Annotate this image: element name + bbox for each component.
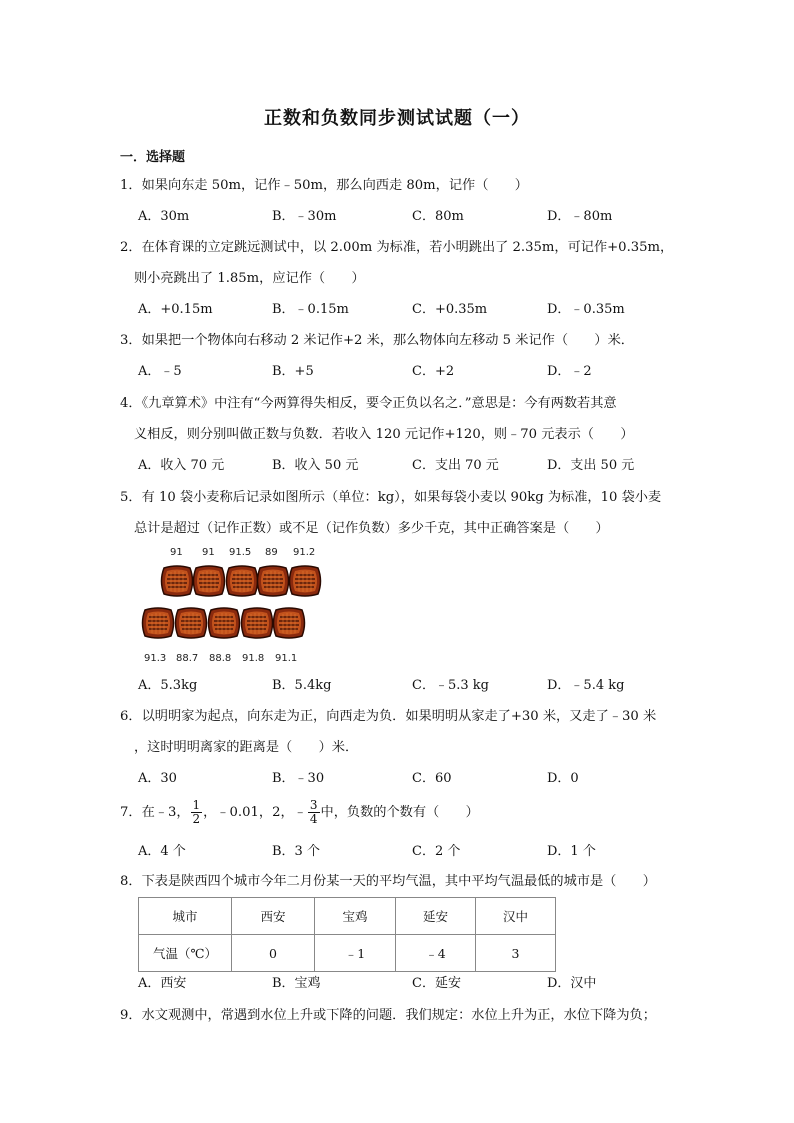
question-7-text [120,796,479,830]
question-2-text-line1: 2．在体育课的立定跳远测试中，以 2.00m 为标准，若小明跳出了 2.35m，可记作+0.35m， [120,240,674,255]
question-7-middle: ，﹣0.01，2，﹣ [203,805,307,820]
option-b[interactable]: B．﹣30 [272,771,325,786]
option-d[interactable]: D．﹣5.4 kg [547,678,625,693]
fraction-three-quarters: $\frac{3}{4}$ [309,798,318,826]
option-c[interactable]: C．支出 70 元 [412,458,499,473]
option-d[interactable]: D．0 [547,771,579,786]
option-a[interactable]: A．西安 [138,976,187,991]
table-cell: 气温（℃） [139,935,232,972]
option-a[interactable]: A．+0.15m [138,302,213,317]
question-4-text-line2: 义相反，则分别叫做正数与负数．若收入 120 元记作+120，则﹣70 元表示（ ） [134,427,634,442]
option-c[interactable]: C．60 [412,771,452,786]
question-8-text: 8．下表是陕西四个城市今年二月份某一天的平均气温，其中平均气温最低的城市是（ ） [120,874,656,889]
option-b[interactable]: B．﹣0.15m [272,302,349,317]
option-a[interactable]: A．30m [138,209,190,224]
temperature-table [138,897,556,972]
wheat-bags-figure [138,543,338,673]
option-c[interactable]: C．+2 [412,364,455,379]
option-b[interactable]: B．+5 [272,364,314,379]
option-b[interactable]: B．﹣30m [272,209,337,224]
option-d[interactable]: D．汉中 [547,976,597,991]
bag-weight: 91.2 [293,547,316,558]
bag-weight: 91.3 [144,653,167,664]
question-7-suffix: 中，负数的个数有（ ） [320,805,479,820]
bag-weight: 89 [265,547,278,558]
question-1-text: 1．如果向东走 50m，记作﹣50m，那么向西走 80m，记作（ ） [120,178,528,193]
option-a[interactable]: A．30 [138,771,177,786]
option-a[interactable]: A．4 个 [138,844,186,859]
option-a[interactable]: A．﹣5 [138,364,182,379]
table-cell: 西安 [232,898,315,935]
bag-weight: 88.7 [176,653,199,664]
option-b[interactable]: B．5.4kg [272,678,332,693]
wheat-bags-illustration [138,543,338,673]
option-b[interactable]: B．宝鸡 [272,976,321,991]
question-6-text-line2: ，这时明明离家的距离是（ ）米． [134,740,359,755]
section-heading: 一．选择题 [120,150,186,165]
question-2-text-line2: 则小亮跳出了 1.85m，应记作（ ） [134,271,365,286]
option-a[interactable]: A．收入 70 元 [138,458,225,473]
option-d[interactable]: D．﹣80m [547,209,613,224]
bag-weight: 91.1 [275,653,298,664]
question-6-text-line1: 6．以明明家为起点，向东走为正，向西走为负．如果明明从家走了+30 米，又走了﹣30 米 [120,709,657,724]
option-c[interactable]: C．+0.35m [412,302,488,317]
bag-weight: 91.5 [229,547,252,558]
question-9-text: 9．水文观测中，常遇到水位上升或下降的问题．我们规定：水位上升为正，水位下降为负； [120,1008,656,1023]
option-c[interactable]: C．80m [412,209,464,224]
table-cell: ﹣1 [315,935,396,972]
option-d[interactable]: D．支出 50 元 [547,458,635,473]
table-cell: 宝鸡 [315,898,396,935]
option-c[interactable]: C．2 个 [412,844,461,859]
table-row [139,898,556,935]
table-cell: 城市 [139,898,232,935]
bag-weight: 91 [202,547,215,558]
option-d[interactable]: D．1 个 [547,844,596,859]
fraction-one-half: $\frac{1}{2}$ [192,798,201,826]
option-b[interactable]: B．3 个 [272,844,320,859]
table-row [139,935,556,972]
table-cell: 0 [232,935,315,972]
bag-weight: 91 [170,547,183,558]
table-cell: 3 [476,935,556,972]
question-4-text-line1: 4．《九章算术》中注有“今两算得失相反，要令正负以名之．”意思是：今有两数若其意 [120,396,617,411]
question-5-text-line2: 总计是超过（记作正数）或不足（记作负数）多少千克，其中正确答案是（ ） [134,521,609,536]
table-cell: ﹣4 [396,935,476,972]
question-3-text: 3．如果把一个物体向右移动 2 米记作+2 米，那么物体向左移动 5 米记作（ ）米． [120,333,634,348]
option-a[interactable]: A．5.3kg [138,678,198,693]
question-5-text-line1: 5．有 10 袋小麦称后记录如图所示（单位：kg），如果每袋小麦以 90kg 为标准，10 袋小麦 [120,490,662,505]
page-title: 正数和负数同步测试试题（一） [264,108,530,129]
option-c[interactable]: C．﹣5.3 kg [412,678,489,693]
option-b[interactable]: B．收入 50 元 [272,458,359,473]
option-c[interactable]: C．延安 [412,976,461,991]
bag-weight: 88.8 [209,653,232,664]
table-cell: 延安 [396,898,476,935]
table-cell: 汉中 [476,898,556,935]
option-d[interactable]: D．﹣2 [547,364,592,379]
option-d[interactable]: D．﹣0.35m [547,302,625,317]
question-7-prefix: 7．在﹣3， [120,805,190,820]
bag-weight: 91.8 [242,653,265,664]
